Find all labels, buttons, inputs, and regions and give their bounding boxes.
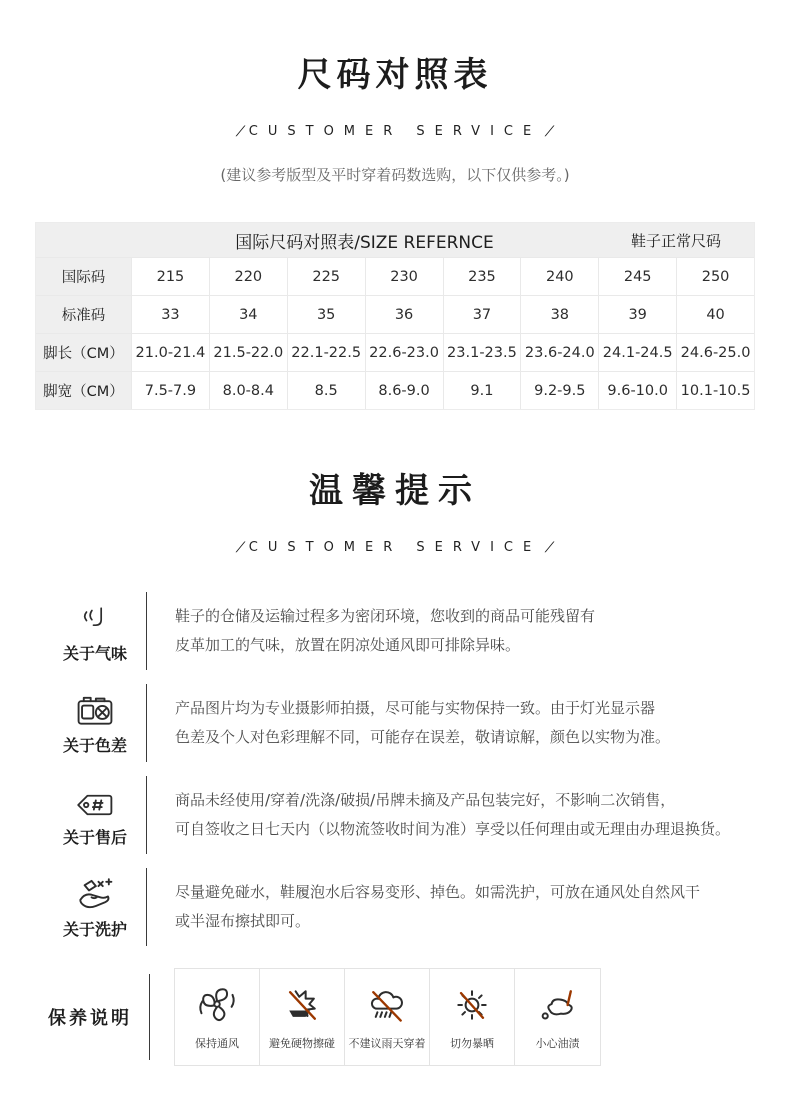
table-cell: 39 — [598, 296, 676, 333]
care-item-oil-stain — [515, 969, 600, 1065]
table-cell: 9.6-10.0 — [598, 372, 676, 409]
divider — [146, 684, 147, 762]
divider — [146, 592, 147, 670]
tips-title: 温馨提示 — [309, 471, 481, 512]
table-cell: 230 — [365, 258, 443, 295]
no-rain-icon — [365, 984, 409, 1026]
size-note: (建议参考版型及平时穿着码数选购，以下仅供参考。) — [220, 166, 570, 185]
subtitle-text: CUSTOMER SERVICE — [248, 124, 542, 140]
table-cell: 22.6-23.0 — [365, 334, 443, 371]
table-cell: 9.1 — [443, 372, 521, 409]
row-label: 脚长（CM） — [36, 334, 131, 371]
table-cell: 8.6-9.0 — [365, 372, 443, 409]
oil-stain-icon — [536, 984, 580, 1026]
table-cell: 23.6-24.0 — [520, 334, 598, 371]
row-label: 脚宽（CM） — [36, 372, 131, 409]
table-cell: 250 — [676, 258, 754, 295]
tip-text: 产品图片均为专业摄影师拍摄，尽可能与实物保持一致。由于灯光显示器 色差及个人对色彩理解不同，可能存在误差，敬请谅解，颜色以实物为准。 — [175, 699, 671, 747]
table-cell: 36 — [365, 296, 443, 333]
tip-label: 关于售后 — [62, 828, 127, 848]
tip-text: 尽量避免碰水，鞋履泡水后容易变形、掉色。如需洗护，可放在通风处自然风干 或半湿布擦拭即可。 — [175, 883, 701, 931]
table-cell: 24.6-25.0 — [676, 334, 754, 371]
care-item-label: 切勿暴晒 — [450, 1036, 494, 1050]
camera-icon — [74, 690, 116, 728]
table-row-foot-length — [36, 333, 754, 371]
table-cell: 9.2-9.5 — [520, 372, 598, 409]
table-cell: 220 — [209, 258, 287, 295]
table-cell: 7.5-7.9 — [131, 372, 209, 409]
table-cell: 34 — [209, 296, 287, 333]
table-row-standard-size — [36, 295, 754, 333]
care-grid — [174, 968, 601, 1066]
customer-service-subtitle — [0, 125, 790, 138]
row-label: 国际码 — [36, 258, 131, 295]
table-cell: 21.0-21.4 — [131, 334, 209, 371]
no-hard-objects-icon — [280, 984, 324, 1026]
size-table — [35, 222, 755, 410]
table-cell: 240 — [520, 258, 598, 295]
tip-label: 关于色差 — [62, 736, 127, 756]
table-cell: 8.5 — [287, 372, 365, 409]
table-row-foot-width — [36, 371, 754, 409]
tip-text: 鞋子的仓储及运输过程多为密闭环境，您收到的商品可能残留有 皮革加工的气味，放置在阴凉处通风即可排除异味。 — [175, 607, 596, 655]
table-cell: 40 — [676, 296, 754, 333]
smell-icon — [76, 598, 114, 636]
table-cell: 10.1-10.5 — [676, 372, 754, 409]
tip-color-difference — [44, 684, 790, 762]
no-sun-icon — [450, 984, 494, 1026]
tip-label: 关于气味 — [62, 644, 127, 664]
hand-wash-icon — [74, 874, 116, 912]
table-cell: 8.0-8.4 — [209, 372, 287, 409]
care-item-label: 避免硬物擦碰 — [269, 1036, 335, 1050]
fan-icon — [195, 984, 239, 1026]
table-cell: 23.1-23.5 — [443, 334, 521, 371]
customer-service-subtitle-2 — [0, 541, 790, 554]
slash-right: / — [544, 540, 555, 556]
table-cell: 35 — [287, 296, 365, 333]
slash-right: / — [544, 124, 555, 140]
price-tag-icon — [74, 782, 116, 820]
table-cell: 38 — [520, 296, 598, 333]
tip-odor — [44, 592, 790, 670]
table-cell: 215 — [131, 258, 209, 295]
divider — [149, 974, 150, 1060]
table-cell: 225 — [287, 258, 365, 295]
table-cell: 37 — [443, 296, 521, 333]
subtitle-text: CUSTOMER SERVICE — [248, 540, 542, 556]
size-table-header-title: 国际尺码对照表/SIZE REFERNCE — [235, 232, 494, 253]
slash-left: / — [235, 124, 246, 140]
care-item-label: 保持通风 — [195, 1036, 239, 1050]
divider — [146, 776, 147, 854]
slash-left: / — [235, 540, 246, 556]
size-table-header-right: 鞋子正常尺码 — [630, 231, 721, 250]
care-section — [48, 968, 790, 1116]
tip-washing-care — [44, 868, 790, 946]
table-row-international-size — [36, 257, 754, 295]
table-cell: 21.5-22.0 — [209, 334, 287, 371]
care-item-no-rain — [345, 969, 430, 1065]
tips-list — [44, 592, 790, 946]
table-cell: 22.1-22.5 — [287, 334, 365, 371]
care-label: 保养说明 — [48, 1008, 132, 1030]
divider — [146, 868, 147, 946]
table-cell: 33 — [131, 296, 209, 333]
care-item-ventilation — [175, 969, 260, 1065]
size-table-header-row — [36, 223, 754, 257]
row-label: 标准码 — [36, 296, 131, 333]
tip-text: 商品未经使用/穿着/洗涤/破损/吊牌未摘及产品包装完好，不影响二次销售， 可自签收之日七天内（以物流签收时间为准）享受以任何理由或无理由办理退换货。 — [175, 791, 731, 839]
tip-label: 关于洗护 — [62, 920, 127, 940]
care-item-label: 小心油渍 — [535, 1036, 580, 1050]
table-cell: 24.1-24.5 — [598, 334, 676, 371]
tip-after-sales — [44, 776, 790, 854]
care-item-label: 不建议雨天穿着 — [348, 1036, 426, 1050]
care-item-no-hard-objects — [260, 969, 345, 1065]
page-title: 尺码对照表 — [297, 55, 493, 95]
care-item-no-sun — [430, 969, 515, 1065]
table-cell: 245 — [598, 258, 676, 295]
table-cell: 235 — [443, 258, 521, 295]
